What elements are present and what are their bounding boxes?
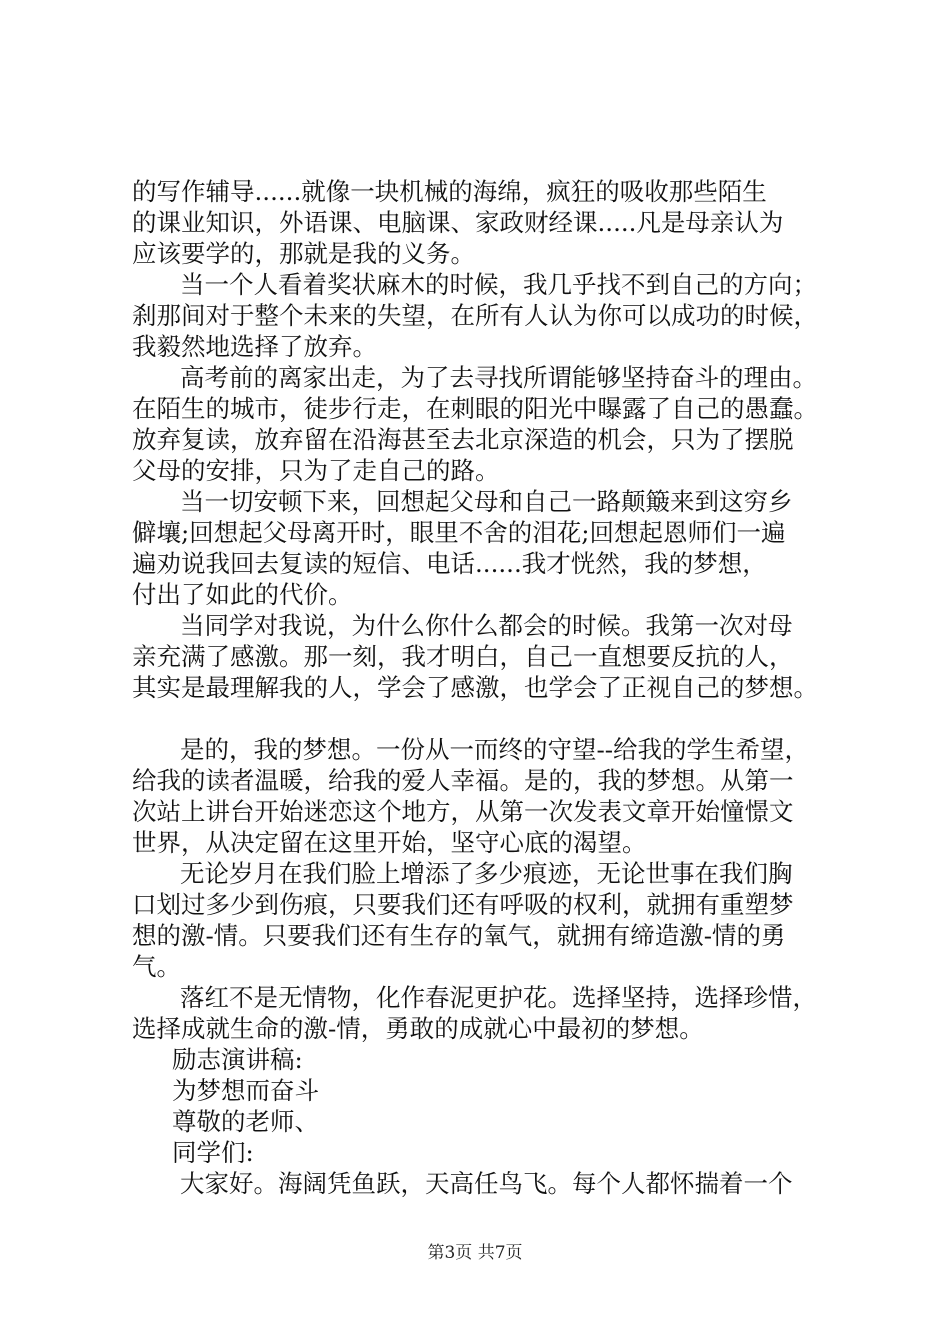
paragraph-start-line: 是的，我的梦想。一份从一而终的守望--给我的学生希望， <box>180 735 810 764</box>
text-line: 次站上讲台开始迷恋这个地方，从第一次发表文章开始憧憬文 <box>132 797 794 826</box>
paragraph-start-line: 高考前的离家出走，为了去寻找所谓能够坚持奋斗的理由。 <box>180 363 817 392</box>
text-line: 放弃复读，放弃留在沿海甚至去北京深造的机会，只为了摆脱 <box>132 425 794 454</box>
text-line: 世界，从决定留在这里开始，坚守心底的渴望。 <box>132 828 647 857</box>
text-line: 刹那间对于整个未来的失望，在所有人认为你可以成功的时候， <box>132 301 818 330</box>
speech-label: 励志演讲稿: <box>172 1045 303 1074</box>
paragraph-start-line: 当一切安顿下来，回想起父母和自己一路颠簸来到这穷乡 <box>180 487 793 516</box>
text-line: 口划过多少到伤痕，只要我们还有呼吸的权利，就拥有重塑梦 <box>132 890 794 919</box>
speech-title: 为梦想而奋斗 <box>172 1076 319 1105</box>
text-line: 的写作辅导......就像一块机械的海绵，疯狂的吸收那些陌生 <box>132 177 767 206</box>
text-line: 僻壤;回想起父母离开时，眼里不舍的泪花;回想起恩师们一遍 <box>132 518 786 547</box>
paragraph-start-line: 当同学对我说，为什么你什么都会的时候。我第一次对母 <box>180 611 793 640</box>
paragraph-start-line: 落红不是无情物，化作春泥更护花。选择坚持，选择珍惜， <box>180 983 817 1012</box>
text-line: 的课业知识，外语课、电脑课、家政财经课.....凡是母亲认为 <box>132 208 784 237</box>
text-line: 在陌生的城市，徒步行走，在刺眼的阳光中曝露了自己的愚蠢。 <box>132 394 818 423</box>
paragraph-start-line: 大家好。海阔凭鱼跃，天高任鸟飞。每个人都怀揣着一个 <box>180 1169 793 1198</box>
document-body <box>132 176 832 1199</box>
paragraph-start-line: 无论岁月在我们脸上增添了多少痕迹，无论世事在我们胸 <box>180 859 793 888</box>
text-line: 我毅然地选择了放弃。 <box>132 332 377 361</box>
text-line: 给我的读者温暖，给我的爱人幸福。是的，我的梦想。从第一 <box>132 766 794 795</box>
text-line: 其实是最理解我的人，学会了感激，也学会了正视自己的梦想。 <box>132 673 818 702</box>
page-footer: 第3页 共7页 <box>427 1243 523 1263</box>
text-line: 气。 <box>132 952 181 981</box>
paragraph-start-line: 当一个人看着奖状麻木的时候，我几乎找不到自己的方向； <box>180 270 817 299</box>
text-line: 遍劝说我回去复读的短信、电话......我才恍然，我的梦想， <box>132 549 767 578</box>
paragraph-gap <box>132 703 832 734</box>
text-line: 应该要学的，那就是我的义务。 <box>132 239 475 268</box>
text-line: 父母的安排，只为了走自己的路。 <box>132 456 500 485</box>
text-line: 选择成就生命的激-情，勇敢的成就心中最初的梦想。 <box>132 1014 704 1043</box>
salutation-line: 同学们: <box>172 1138 254 1167</box>
salutation-line: 尊敬的老师、 <box>172 1107 319 1136</box>
text-line: 付出了如此的代价。 <box>132 580 353 609</box>
text-line: 亲充满了感激。那一刻，我才明白，自己一直想要反抗的人， <box>132 642 794 671</box>
text-line: 想的激-情。只要我们还有生存的氧气，就拥有缔造激-情的勇 <box>132 921 786 950</box>
